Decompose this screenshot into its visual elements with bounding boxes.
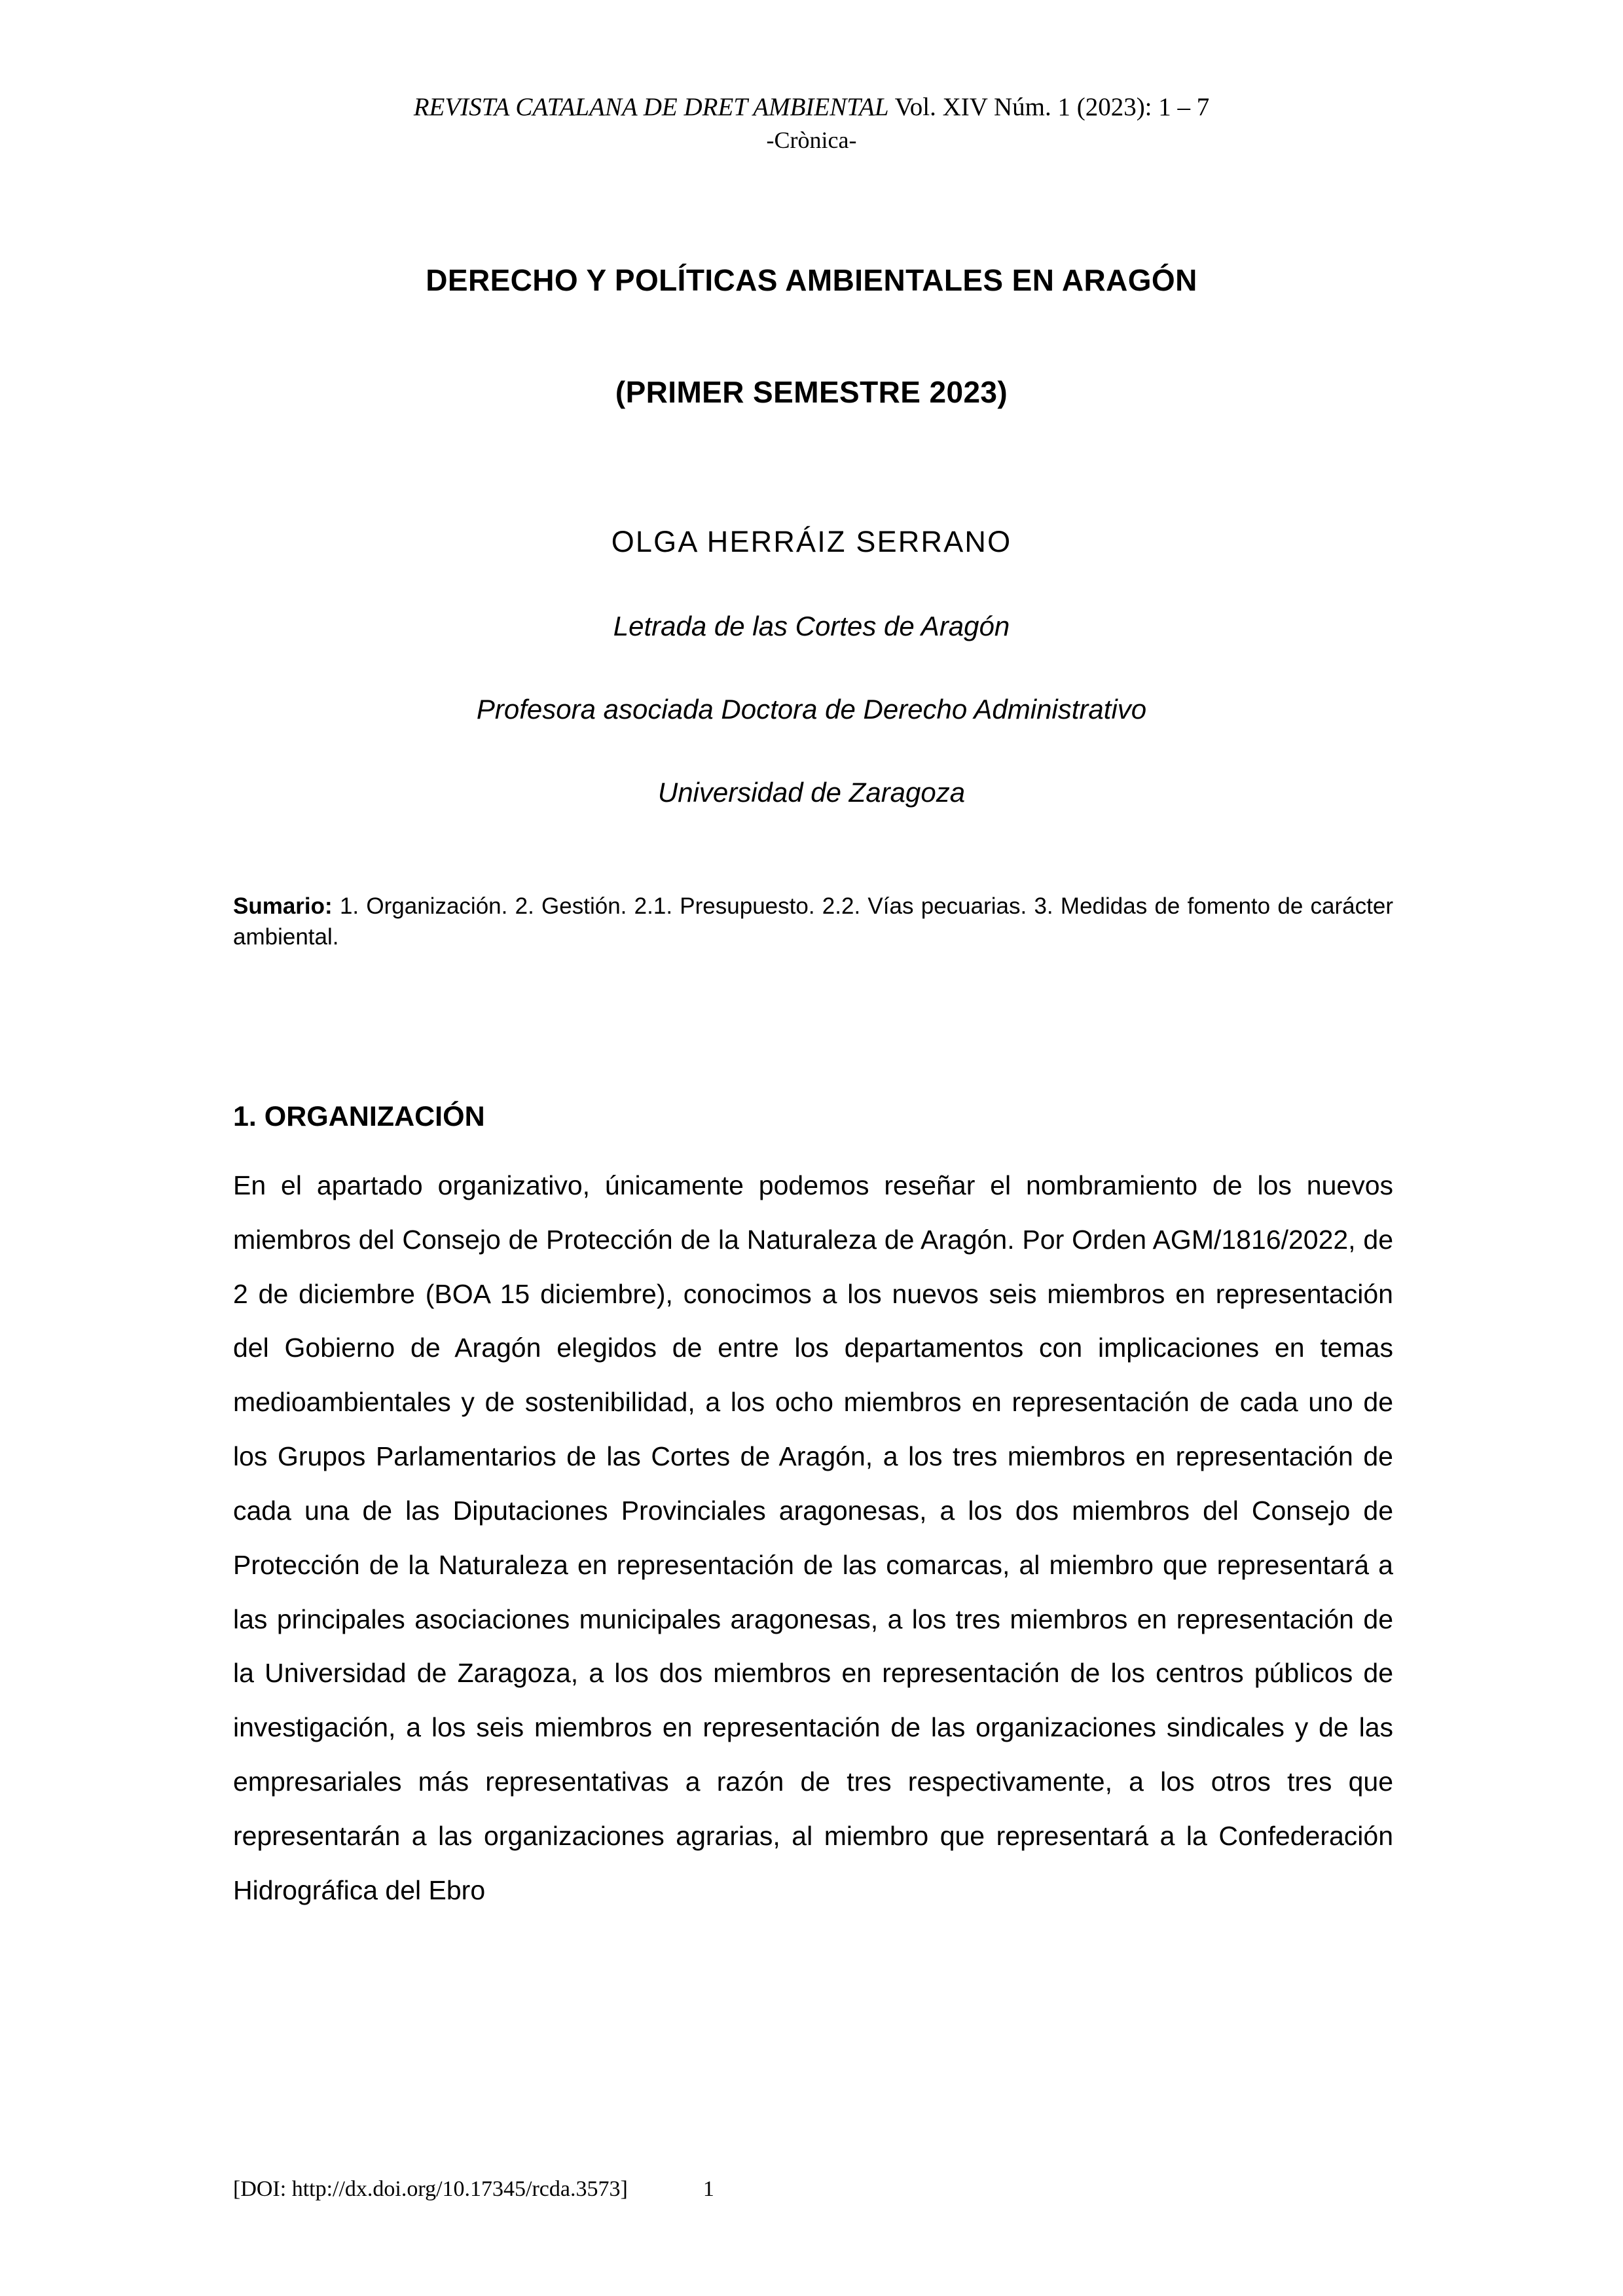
sumario-block — [233, 891, 1393, 953]
running-head — [0, 90, 1623, 156]
article-kind: -Crònica- — [766, 127, 857, 154]
page-number: 1 — [702, 2177, 714, 2201]
section-heading-organizacion: 1. ORGANIZACIÓN — [233, 1101, 485, 1132]
author-role-letrada: Letrada de las Cortes de Aragón — [613, 611, 1010, 641]
page-title: DERECHO Y POLÍTICAS AMBIENTALES EN ARAGÓN — [426, 263, 1197, 297]
journal-title: REVISTA CATALANA DE DRET AMBIENTAL — [413, 93, 889, 121]
title-block — [216, 262, 1407, 411]
page-footer — [233, 2177, 1393, 2202]
doi-link[interactable]: [DOI: http://dx.doi.org/10.17345/rcda.3573] — [233, 2177, 628, 2201]
sumario-label: Sumario: — [233, 893, 333, 919]
author-name: OLGA HERRÁIZ SERRANO — [611, 525, 1012, 558]
author-affiliation: Universidad de Zaragoza — [657, 777, 966, 808]
body-paragraph: En el apartado organizativo, únicamente podemos reseñar el nombramiento de los nuevos miembros del Consejo de Protección de la Naturaleza de Aragón. Por Orden AGM/1816/2022, de 2 de diciembre (BOA 15 diciembre), conocimos a los nuevos seis miembros en representación del Gobierno de Aragón elegidos de entre los departamentos con implicaciones en temas medioambientales y de sostenibilidad, a los ocho miembros en representación de cada uno de los Grupos Parlamentarios de las Cortes de Aragón, a los tres miembros en representación de cada una de las Diputaciones Provinciales aragonesas, a los dos miembros del Consejo de Protección de la Naturaleza en representación de las comarcas, al miembro que representará a las principales asociaciones municipales aragonesas, a los tres miembros en representación de la Universidad de Zaragoza, a los dos miembros en representación de los centros públicos de investigación, a los seis miembros en representación de las organizaciones sindicales y de las empresariales más representativas a razón de tres respectivamente, a los otros tres que representarán a las organizaciones agrarias, al miembro que representará a la Confederación Hidrográfica del Ebro — [233, 1170, 1393, 1905]
author-block — [216, 525, 1407, 808]
page-subtitle: (PRIMER SEMESTRE 2023) — [615, 374, 1008, 409]
author-role-profesora: Profesora asociada Doctora de Derecho Administrativo — [476, 694, 1147, 725]
body-text — [233, 1158, 1393, 1917]
journal-volume-info: Vol. XIV Núm. 1 (2023): 1 – 7 — [888, 93, 1210, 121]
sumario-text: 1. Organización. 2. Gestión. 2.1. Presupuesto. 2.2. Vías pecuarias. 3. Medidas de fomento de carácter ambiental. — [233, 893, 1393, 950]
